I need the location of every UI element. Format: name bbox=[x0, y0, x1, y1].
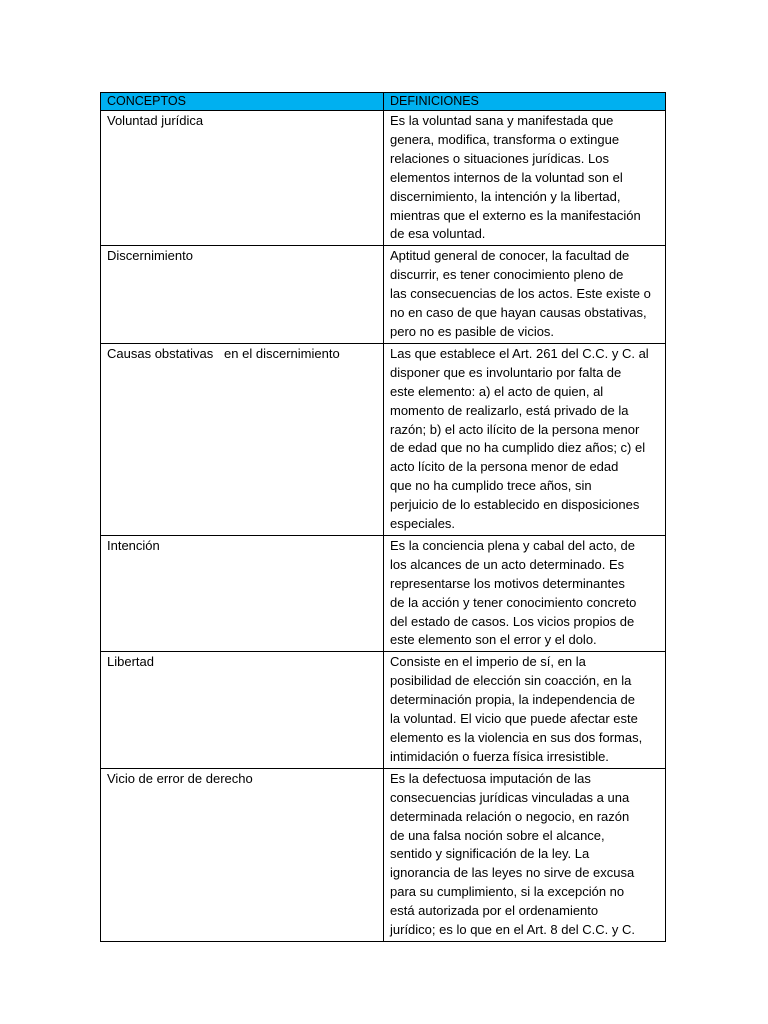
definition-line: la voluntad. El vicio que puede afectar este bbox=[390, 711, 638, 727]
definition-line: de edad que no ha cumplido diez años; c) el bbox=[390, 440, 646, 456]
definition-line: genera, modifica, transforma o extingue bbox=[390, 131, 620, 147]
definition-line: para su cumplimiento, si la excepción no bbox=[390, 884, 625, 900]
concept-cell bbox=[101, 343, 384, 535]
definition-line: elementos internos de la voluntad son el bbox=[390, 169, 623, 185]
definition-line: elemento es la violencia en sus dos formas, bbox=[390, 730, 643, 745]
definition-line: de la acción y tener conocimiento concreto bbox=[390, 594, 637, 610]
definition-line: consecuencias jurídicas vinculadas a una bbox=[390, 789, 630, 805]
definition-line: sentido y significación de la ley. La bbox=[390, 846, 590, 862]
definition-line: de esa voluntad. bbox=[390, 226, 486, 242]
table-header-row bbox=[101, 93, 666, 111]
definition-line: intimidación o fuerza física irresistible. bbox=[390, 748, 609, 764]
table-row bbox=[101, 343, 666, 535]
concept-cell: Intención bbox=[101, 535, 384, 651]
definition-line: disponer que es involuntario por falta de bbox=[390, 364, 622, 380]
definition-line: está autorizada por el ordenamiento bbox=[390, 903, 599, 919]
definition-line: jurídico; es lo que en el Art. 8 del C.C. y C. bbox=[390, 922, 635, 938]
definition-line: perjuicio de lo establecido en disposiciones bbox=[390, 497, 640, 513]
header-definiciones: DEFINICIONES bbox=[384, 93, 666, 111]
definition-line: razón; b) el acto ilícito de la persona menor bbox=[390, 421, 640, 437]
table-row bbox=[101, 111, 666, 246]
definition-line: discernimiento, la intención y la libertad, bbox=[390, 188, 621, 204]
table-row bbox=[101, 768, 666, 941]
definition-line: Es la conciencia plena y cabal del acto, de bbox=[390, 537, 635, 553]
definition-cell bbox=[384, 343, 666, 535]
definition-cell bbox=[384, 768, 666, 941]
definition-line: Las que establece el Art. 261 del C.C. y C. al bbox=[390, 345, 649, 361]
definition-line: del estado de casos. Los vicios propios de bbox=[390, 613, 635, 629]
concept-text: Causas obstativas en el discernimiento bbox=[107, 345, 340, 361]
definition-line: ignorancia de las leyes no sirve de excusa bbox=[390, 865, 635, 881]
definition-line: discurrir, es tener conocimiento pleno de bbox=[390, 267, 624, 283]
concept-cell: Discernimiento bbox=[101, 246, 384, 344]
definition-line: que no ha cumplido trece años, sin bbox=[390, 478, 592, 494]
table-row bbox=[101, 246, 666, 344]
definition-line: determinación propia, la independencia de bbox=[390, 692, 636, 708]
definition-cell bbox=[384, 111, 666, 246]
definition-line: Es la defectuosa imputación de las bbox=[390, 770, 591, 786]
definition-line: especiales. bbox=[390, 516, 456, 532]
definition-line: acto lícito de la persona menor de edad bbox=[390, 459, 619, 475]
definition-cell bbox=[384, 535, 666, 651]
definition-line: representarse los motivos determinantes bbox=[390, 575, 625, 591]
concepts-definitions-table bbox=[100, 92, 666, 942]
definition-line: determinada relación o negocio, en razón bbox=[390, 808, 630, 824]
definition-line: posibilidad de elección sin coacción, en la bbox=[390, 673, 632, 689]
concept-cell: Voluntad jurídica bbox=[101, 111, 384, 246]
definition-line: momento de realizarlo, está privado de la bbox=[390, 402, 629, 418]
definition-line: los alcances de un acto determinado. Es bbox=[390, 556, 625, 572]
definition-line: mientras que el externo es la manifestación bbox=[390, 207, 641, 223]
definition-line: Es la voluntad sana y manifestada que bbox=[390, 113, 614, 128]
definition-line: no en caso de que hayan causas obstativas, bbox=[390, 305, 647, 321]
definition-line: de una falsa noción sobre el alcance, bbox=[390, 827, 605, 843]
definition-line: relaciones o situaciones jurídicas. Los bbox=[390, 150, 609, 166]
definition-line: Consiste en el imperio de sí, en la bbox=[390, 654, 586, 670]
table-row bbox=[101, 652, 666, 768]
header-conceptos: CONCEPTOS bbox=[101, 93, 384, 111]
definition-line: las consecuencias de los actos. Este existe o bbox=[390, 286, 651, 302]
concept-cell: Vicio de error de derecho bbox=[101, 768, 384, 941]
concept-cell: Libertad bbox=[101, 652, 384, 768]
definition-line: Aptitud general de conocer, la facultad de bbox=[390, 248, 630, 264]
definition-cell bbox=[384, 246, 666, 344]
definition-line: pero no es pasible de vicios. bbox=[390, 323, 555, 339]
definition-cell bbox=[384, 652, 666, 768]
definition-line: este elemento: a) el acto de quien, al bbox=[390, 383, 604, 399]
definition-line: este elemento son el error y el dolo. bbox=[390, 632, 597, 648]
table-row bbox=[101, 535, 666, 651]
